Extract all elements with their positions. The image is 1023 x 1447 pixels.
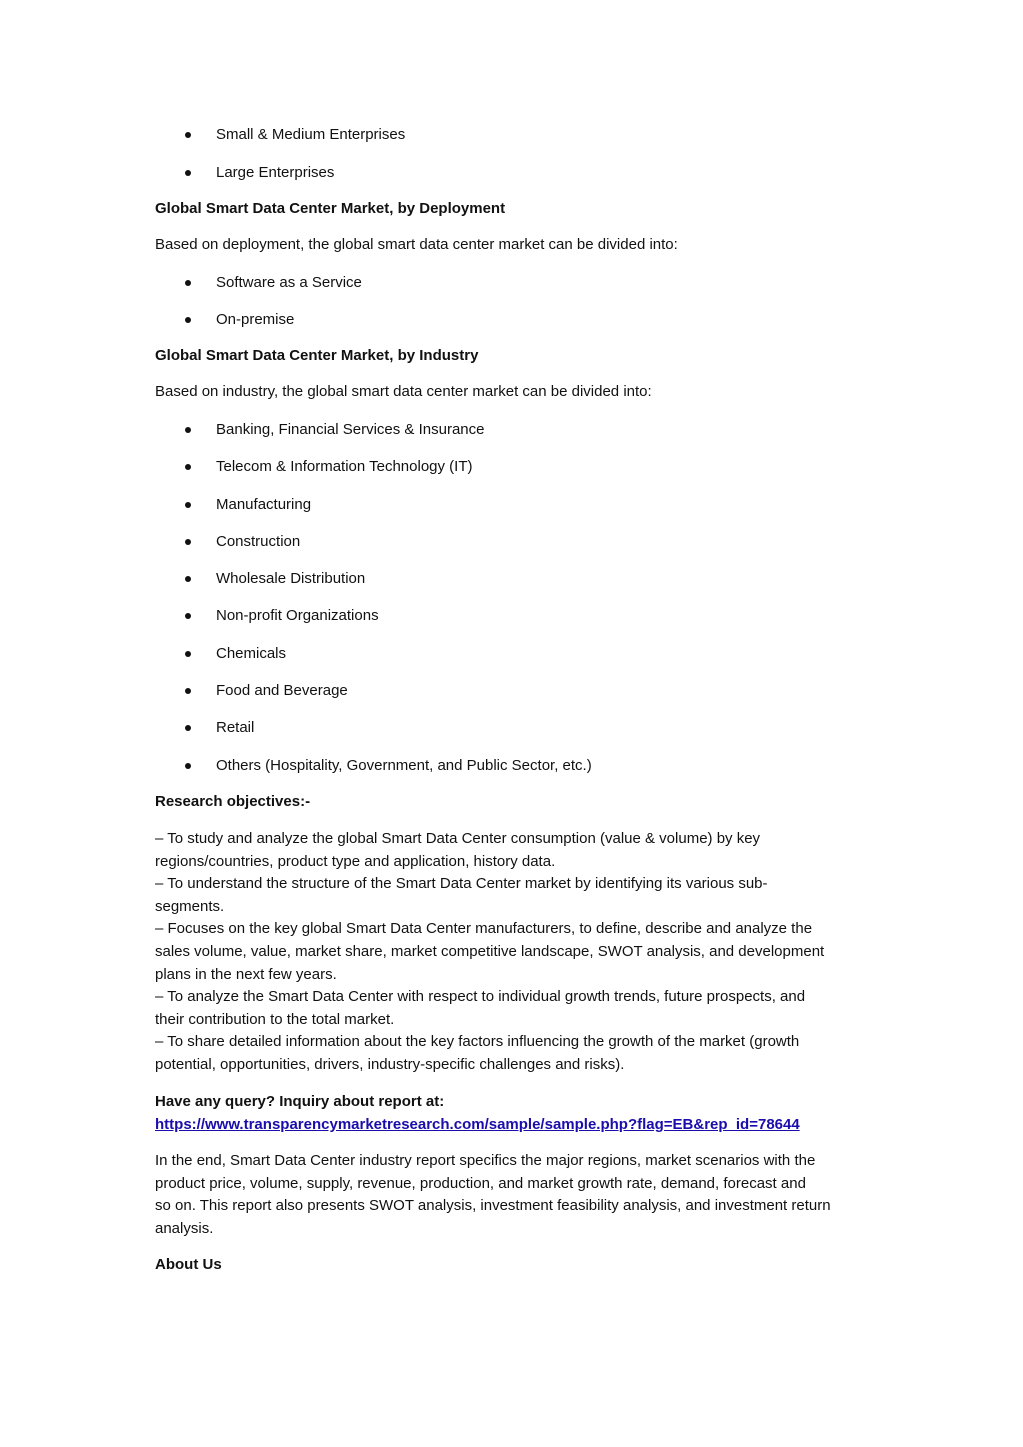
conclusion-line: analysis. [155,1219,214,1237]
objectives-line: – To understand the structure of the Smart Data Center market by identifying its various sub- [155,875,768,893]
list-item-label: Large Enterprises [216,164,335,181]
list-item-label: On-premise [216,311,295,328]
objectives-line: sales volume, value, market share, market competitive landscape, SWOT analysis, and development [155,942,825,960]
bullet-icon [185,613,191,619]
query-block [155,1091,867,1136]
bullet-icon [185,427,191,433]
objectives-line: – To share detailed information about the key factors influencing the growth of the market (growth [155,1033,800,1051]
list-item-label: Food and Beverage [216,682,348,699]
bullet-icon [185,317,191,323]
list-item-label: Software as a Service [216,274,362,291]
about-heading: About Us [155,1256,222,1273]
conclusion-paragraph [155,1150,867,1240]
objectives-line: regions/countries, product type and application, history data. [155,852,556,870]
bullet-icon [185,132,191,138]
bullet-icon [185,651,191,657]
bullet-icon [185,688,191,694]
bullet-icon [185,170,191,176]
report-sample-link[interactable]: https://www.transparencymarketresearch.com/sample/sample.php?flag=EB&rep_id=78644 [155,1115,800,1133]
list-item-label: Manufacturing [216,496,312,513]
bullet-icon [185,464,191,470]
deployment-heading: Global Smart Data Center Market, by Deployment [155,200,506,217]
bullet-icon [185,576,191,582]
objectives-line: – Focuses on the key global Smart Data Center manufacturers, to define, describe and analyze the [155,920,813,938]
list-item-label: Construction [216,533,301,550]
objectives-line: potential, opportunities, drivers, industry-specific challenges and risks). [155,1055,625,1073]
objectives-line: – To study and analyze the global Smart Data Center consumption (value & volume) by key [155,830,761,847]
list-item-label: Small & Medium Enterprises [216,126,406,143]
objectives-line: segments. [155,897,225,915]
deployment-intro: Based on deployment, the global smart data center market can be divided into: [155,236,678,253]
objectives-paragraph [155,828,867,1077]
bullet-icon [185,763,191,769]
conclusion-line: so on. This report also presents SWOT analysis, investment feasibility analysis, and investment return [155,1197,831,1215]
objectives-line: plans in the next few years. [155,965,337,983]
objectives-line: – To analyze the Smart Data Center with respect to individual growth trends, future prospects, and [155,988,806,1006]
list-item-label: Non-profit Organizations [216,607,379,624]
bullet-icon [185,502,191,508]
list-item-label: Retail [216,719,255,736]
objectives-heading: Research objectives:- [155,793,311,810]
list-item-label: Telecom & Information Technology (IT) [216,458,473,475]
list-item-label: Others (Hospitality, Government, and Public Sector, etc.) [216,757,592,774]
list-item-label: Wholesale Distribution [216,570,366,587]
bullet-icon [185,725,191,731]
list-item-label: Chemicals [216,645,287,662]
query-text: Have any query? Inquiry about report at: [155,1093,445,1110]
list-item-label: Banking, Financial Services & Insurance [216,421,485,438]
objectives-line: their contribution to the total market. [155,1010,395,1028]
bullet-icon [185,539,191,545]
bullet-icon [185,280,191,286]
conclusion-line: product price, volume, supply, revenue, production, and market growth rate, demand, forecast and [155,1174,806,1192]
conclusion-line: In the end, Smart Data Center industry report specifics the major regions, market scenarios with the [155,1152,816,1169]
industry-heading: Global Smart Data Center Market, by Industry [155,347,479,364]
industry-intro: Based on industry, the global smart data center market can be divided into: [155,383,652,400]
